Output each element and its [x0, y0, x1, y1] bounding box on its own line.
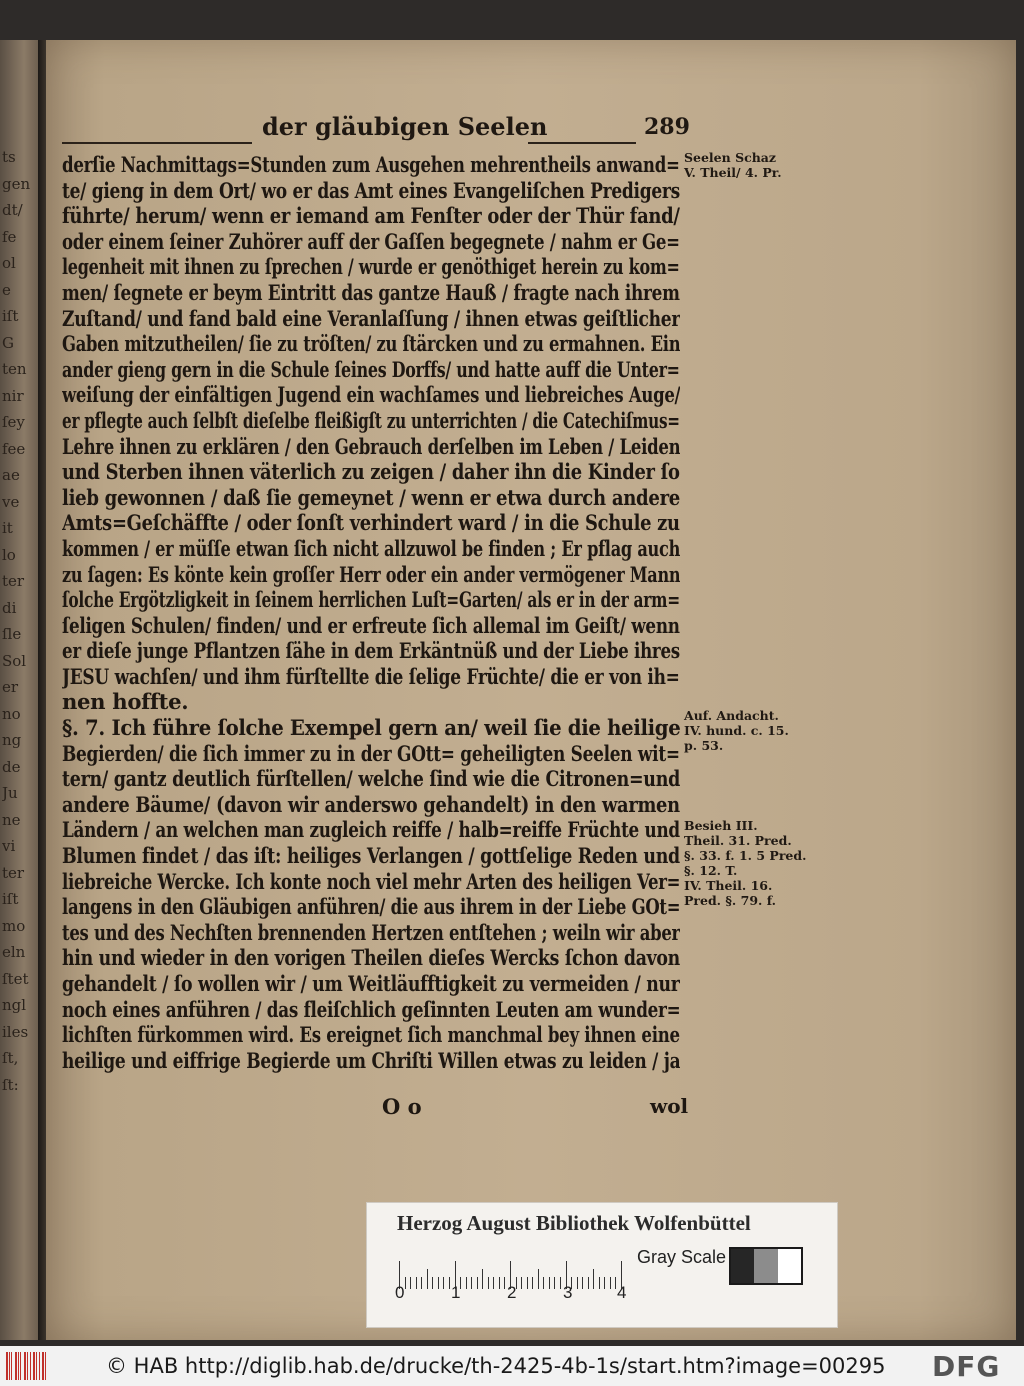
previous-page-fragment: iles [2, 1022, 29, 1041]
barcode-bar [11, 1352, 12, 1380]
text-line: Blumen findet / das iſt: heiliges Verlangen / gottſelige Reden und [62, 843, 680, 869]
ruler-tick [538, 1269, 539, 1289]
ruler-tick [477, 1277, 478, 1289]
text-line: legenheit mit ihnen zu ſprechen / wurde er genöthiget herein zu kom= [62, 254, 680, 280]
ruler-tick [549, 1277, 550, 1289]
margin-note-line: V. Theil/ 4. Pr. [684, 165, 782, 180]
text-line: Gaben mitzutheilen/ ſie zu tröſten/ zu ſtärcken und zu ermahnen. Ein [62, 331, 680, 357]
ruler-tick [466, 1277, 467, 1289]
text-line: kommen / er müſſe etwan ſich nicht allzuwol be finden ; Er pflag auch [62, 535, 680, 561]
previous-page-fragment: fee [2, 439, 26, 458]
ruler-tick [443, 1277, 444, 1289]
previous-page-fragment: ngl [2, 996, 27, 1014]
ruler-number: 2 [507, 1283, 517, 1302]
text-line: und Sterben ihnen väterlich zu zeigen / daher ihn die Kinder ſo [62, 459, 680, 485]
page-header [62, 112, 690, 148]
margin-note-line: Seelen Schaz [684, 150, 776, 165]
ruler-tick [449, 1277, 450, 1289]
text-line: andere Bäume/ (davon wir anderswo gehandelt) in den warmen [62, 791, 680, 817]
previous-page-fragment: ſey [2, 413, 25, 431]
gray-block [778, 1249, 801, 1283]
text-line: ſeligen Schulen/ finden/ und er erfreute ſich allemal im Geiſt/ wenn [62, 612, 680, 638]
previous-page-fragment: ts [2, 148, 16, 166]
previous-page-fragment: iſt [2, 307, 19, 325]
text-line: hin und wieder in den vorigen Theilen dieſes Wercks ſchon davon [62, 945, 680, 971]
ruler-tick [532, 1277, 533, 1289]
text-line: JESU wachſen/ und ihm fürſtellte die ſelige Früchte/ die er von ih= [62, 663, 680, 689]
ruler-tick [593, 1269, 594, 1289]
previous-page-fragment: eln [2, 943, 26, 961]
ruler-tick [521, 1277, 522, 1289]
gray-scale-swatch [729, 1247, 803, 1285]
text-line: ander gieng gern in die Schule ſeines Dorffs/ und hatte auff die Unter= [62, 356, 680, 382]
ruler-tick [416, 1277, 417, 1289]
margin-note-line: Auf. Andacht. [684, 708, 779, 723]
previous-page-fragment: it [2, 519, 13, 537]
margin-note-line: IV. Theil. 16. [684, 878, 773, 893]
barcode-bar [39, 1352, 40, 1380]
margin-note-line: §. 33. f. 1. 5 Pred. [684, 848, 807, 863]
previous-page-fragment: ſtet [2, 969, 29, 988]
ruler-tick [599, 1277, 600, 1289]
ruler-tick [427, 1269, 428, 1289]
previous-page-fragment: de [2, 757, 21, 776]
text-line: te/ gieng in dem Ort/ wo er das Amt eines Evangeliſchen Predigers [62, 177, 680, 203]
ruler-tick [405, 1277, 406, 1289]
text-line: heilige und eiffrige Begierde um Chriſti Willen etwas zu leiden / ja [62, 1047, 680, 1073]
body-text [62, 152, 680, 1073]
ruler-tick [527, 1277, 528, 1289]
text-line: tern/ gantz deutlich fürſtellen/ welche ſind wie die Citronen=und [62, 766, 680, 792]
previous-page-fragment: ſt, [2, 1049, 19, 1067]
previous-page-fragment: vi [2, 837, 16, 855]
margin-note-line: Besieh III. [684, 818, 758, 833]
previous-page-fragment: ter [2, 572, 25, 590]
gray-block [731, 1249, 754, 1283]
text-line: Amts=Geſchäffte / oder ſonſt verhindert ward / in die Schule zu [62, 510, 680, 536]
header-rule-left [62, 142, 252, 144]
ruler-tick [493, 1277, 494, 1289]
text-line: weiſung der einfältigen Jugend ein wachſames und liebreiches Auge/ [62, 382, 680, 408]
ruler-number: 3 [563, 1283, 573, 1302]
ruler-tick [560, 1277, 561, 1289]
hab-barcode-logo [6, 1352, 48, 1380]
ruler-tick [438, 1277, 439, 1289]
ruler-tick [543, 1277, 544, 1289]
previous-page-fragment: no [2, 704, 21, 723]
text-line: Zuſtand/ und fand bald eine Veranlaſſung / ihnen etwas geiſtlicher [62, 305, 680, 331]
previous-page-fragment: dt/ [2, 201, 23, 219]
previous-page-fragment: lo [2, 545, 16, 564]
ruler-tick [488, 1277, 489, 1289]
previous-page-fragment: er [2, 678, 19, 696]
header-rule-right [528, 142, 636, 144]
signature-mark: O o [382, 1094, 422, 1119]
previous-page-fragment: ne [2, 810, 21, 829]
ruler-tick [499, 1277, 500, 1289]
text-line: lieb gewonnen / daß ſie gemeynet / wenn er etwa durch andere [62, 484, 680, 510]
margin-note-line: p. 53. [684, 738, 724, 753]
barcode-bar [27, 1352, 28, 1380]
barcode-bar [18, 1352, 19, 1380]
text-line: er pflegte auch ſelbſt dieſelbe fleißigſt zu unterrichten / die Catechiſmus= [62, 407, 680, 433]
text-line: langens in den Gläubigen anführen/ die aus ihrem in der Liebe GOt= [62, 894, 680, 920]
ruler-tick [554, 1277, 555, 1289]
barcode-bar [6, 1352, 8, 1380]
text-line: Ländern / an welchen man zugleich reiffe / halb=reiffe Früchte und [62, 817, 680, 843]
ruler-tick [588, 1277, 589, 1289]
margin-note-2 [684, 708, 804, 753]
margin-note-line: IV. hund. c. 15. [684, 723, 789, 738]
text-line: gehandelt / ſo wollen wir / um Weitläufftigkeit zu vermeiden / nur [62, 971, 680, 996]
barcode-bar [33, 1352, 35, 1380]
text-line: liebreiche Wercke. Ich konte noch viel mehr Arten des heiligen Ver= [62, 868, 680, 894]
ruler-number: 4 [617, 1283, 627, 1302]
ruler-tick [410, 1277, 411, 1289]
text-line: er dieſe junge Pflantzen ſähe in dem Erkäntnüß und der Liebe ihres [62, 638, 680, 664]
barcode-bar [42, 1352, 44, 1380]
margin-note-3 [684, 818, 807, 908]
barcode-bar [20, 1352, 21, 1380]
previous-page-fragment: ng [2, 731, 22, 749]
previous-page-edge [0, 40, 40, 1340]
ruler-tick [610, 1277, 611, 1289]
previous-page-fragment: ten [2, 360, 27, 378]
text-line: tes und des Nechſten brennenden Hertzen entſtehen ; weiln wir aber [62, 919, 680, 945]
ruler-tick [604, 1277, 605, 1289]
text-line: nen hoffte. [62, 689, 189, 715]
ruler-tick [482, 1269, 483, 1289]
previous-page-fragment: ter [2, 863, 25, 882]
previous-page-fragment: iſt [2, 890, 19, 908]
book-gutter [38, 40, 46, 1340]
ruler-tick [471, 1277, 472, 1289]
ruler-tick [577, 1277, 578, 1289]
page-number: 289 [644, 114, 690, 140]
dfg-logo: DFG [932, 1350, 1001, 1383]
text-line: führte/ herum/ wenn er iemand am Fenſter oder der Thür fand/ [62, 203, 680, 229]
barcode-bar [9, 1352, 10, 1380]
margin-note-line: Pred. §. 79. f. [684, 893, 777, 908]
previous-page-fragment: G [2, 333, 14, 352]
previous-page-fragment: ſt: [2, 1075, 19, 1094]
text-line: oder einem ſeiner Zuhörer auff der Gaſſen begegnete / nahm er Ge= [62, 228, 680, 254]
footer-bar [0, 1346, 1024, 1386]
previous-page-fragment: Sol [2, 651, 27, 670]
margin-note-1 [684, 150, 804, 180]
previous-page-fragment: e [2, 280, 11, 299]
text-line: derſie Nachmittags=Stunden zum Ausgehen mehrentheils anwand= [62, 152, 680, 177]
text-line: lichſten fürkommen wird. Es ereignet ſich manchmal bey ihnen eine [62, 1022, 680, 1048]
gray-block [754, 1249, 777, 1283]
barcode-bar [36, 1352, 37, 1380]
copyright-url[interactable]: © HAB http://diglib.hab.de/drucke/th-2425-4b-1s/start.htm?image=00295 [106, 1354, 886, 1378]
running-head: der gläubigen Seelen [262, 112, 548, 141]
barcode-bar [24, 1352, 26, 1380]
ruler-number: 1 [451, 1283, 461, 1302]
previous-page-fragment: ol [2, 254, 16, 272]
text-line: zu ſagen: Es könte kein groſſer Herr oder ein ander vermögener Mann [62, 561, 680, 587]
previous-page-fragment: mo [2, 916, 26, 935]
text-line: ſolche Ergötzligkeit in ſeinem herrlichen Luſt=Garten/ als er in der arm= [62, 587, 680, 613]
previous-page-fragment: ve [2, 492, 20, 511]
gray-scale-label: Gray Scale [637, 1247, 727, 1267]
text-line: §. 7. Ich führe ſolche Exempel gern an/ weil ſie die heilige [62, 715, 680, 741]
ruler-tick [582, 1277, 583, 1289]
ruler-tick [432, 1277, 433, 1289]
text-line: Begierden/ die ſich immer zu in der GOtt= geheiligten Seelen wit= [62, 740, 680, 766]
previous-page-fragment: fe [2, 227, 17, 246]
barcode-bar [45, 1352, 46, 1380]
previous-page-fragment: gen [2, 174, 31, 193]
barcode-bar [15, 1352, 17, 1380]
library-name: Herzog August Bibliothek Wolfenbüttel [397, 1211, 751, 1235]
margin-note-line: Theil. 31. Pred. [684, 833, 792, 848]
barcode-bar [30, 1352, 31, 1380]
library-card [366, 1202, 838, 1328]
text-line: Lehre ihnen zu erklären / den Gebrauch derſelben im Leben / Leiden [62, 433, 680, 459]
previous-page-fragment: Ju [2, 784, 18, 802]
text-line: noch eines anführen / das fleiſchlich geſinnten Leuten am wunder= [62, 996, 680, 1022]
previous-page-fragment: di [2, 598, 17, 617]
ruler-tick [421, 1277, 422, 1289]
ruler-tick [504, 1277, 505, 1289]
margin-note-line: §. 12. T. [684, 863, 738, 878]
text-line: men/ ſegnete er beym Eintritt das gantze Hauß / fragte nach ihrem [62, 279, 680, 305]
previous-page-fragment: ſle [2, 625, 22, 643]
catchword: wol [650, 1094, 689, 1118]
previous-page-fragment: ae [2, 466, 20, 484]
ruler-number: 0 [395, 1283, 405, 1302]
previous-page-fragment: nir [2, 386, 24, 405]
